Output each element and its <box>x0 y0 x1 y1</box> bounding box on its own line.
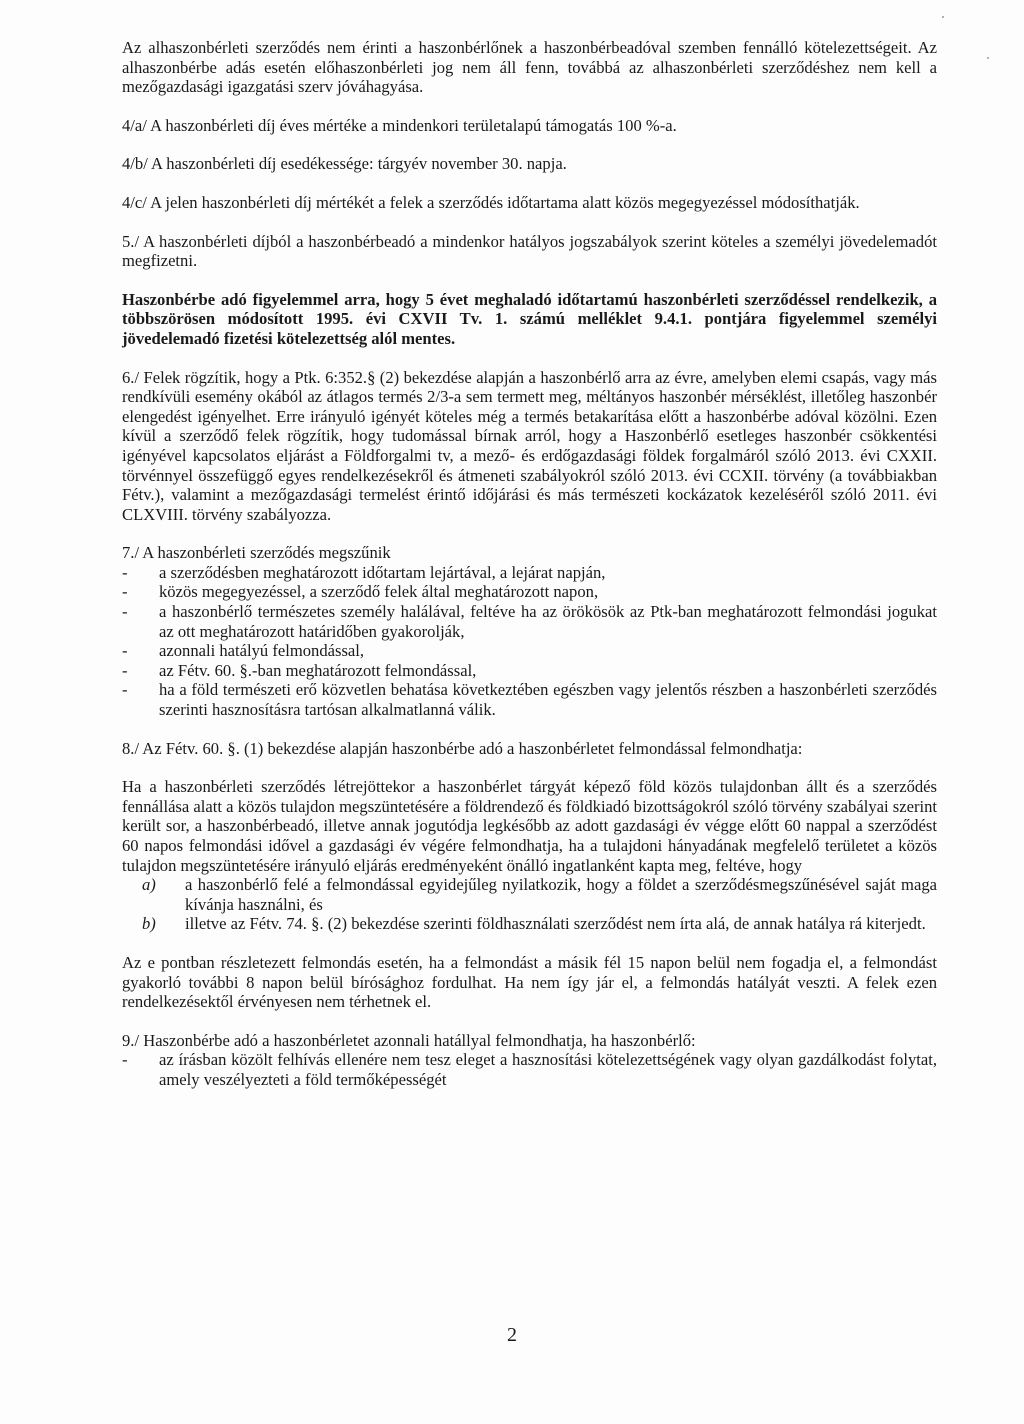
list-item <box>122 875 937 914</box>
paragraph-4b: 4/b/ A haszonbérleti díj esedékessége: tárgyév november 30. napja. <box>122 154 567 174</box>
paragraph-intro: Az alhaszonbérleti szerződés nem érinti a haszonbérlőnek a haszonbérbeadóval szemben fennálló kötelezettségeit. Az alhaszonbérbe adás esetén előhaszonbérleti jog nem áll fenn, továbbá az alhaszonbérleti szerződéshez nem kell a mezőgazdasági igazgatási szerv jóváhagyása. <box>122 38 937 97</box>
termination-list <box>122 563 937 720</box>
paragraph-5: 5./ A haszonbérleti díjból a haszonbérbeadó a mindenkor hatályos jogszabályok szerint köteles a személyi jövedelemadót megfizetni. <box>122 231 937 271</box>
paragraph-8-body: Ha a haszonbérleti szerződés létrejöttekor a haszonbérlet tárgyát képező föld közös tulajdonban állt és a szerződés fennállása alatt a közös tulajdon megszüntetésére a földrendező és földkiadó bizottságokról szóló törvény szabályai szerint került sor, a haszonbérbeadó, illetve annak jogutódja legkésőbb az adott gazdasági év végge előtt 60 nappal a szerződést 60 napos felmondási idővel a gazdasági év végére felmondhatja, ha a tulajdoni hányadának megfelelő területet a közös tulajdon megszüntetésére irányuló eljárás eredményeként önálló ingatlanként kapta meg, feltéve, hogy <box>122 777 937 875</box>
paragraph-6: 6./ Felek rögzítik, hogy a Ptk. 6:352.§ (2) bekezdése alapján a haszonbérlő arra az évre, amelyben elemi csapás, vagy más rendkívüli esemény okából az átlagos termés 2/3-a sem termett meg, méltányos haszonbér mérséklést, illetőleg haszonbér elengedést igényelhet. Erre irányuló igényét köteles még a termés betakarítása előtt a haszonbérbe adóval közölni. Ezen kívül a szerződő felek rögzítik, hogy tudomással bírnak arról, hogy a Haszonbérlő esetleges haszonbér csökkentési igényével kapcsolatos eljárást a Földforgalmi tv, a mező- és erdőgazdasági földek forgalmáról szóló 2013. évi CXXII. törvénnyel összefüggő egyes rendelkezésekről és átmeneti szabályokról szóló 2013. évi CCXII. törvény (a továbbiakban Fétv.), valamint a mezőgazdasági termelést érintő időjárási és más természeti kockázatok kezeléséről szóló 2011. évi CLXVIII. törvény szabályozza. <box>122 367 937 524</box>
immediate-termination-list <box>122 1050 937 1089</box>
list-item: - azonnali hatályú felmondással, <box>122 641 937 661</box>
list-item: - közös megegyezéssel, a szerződő felek által meghatározott napon, <box>122 582 937 602</box>
list-item <box>122 914 937 934</box>
paragraph-4a: 4/a/ A haszonbérleti díj éves mértéke a mindenkori területalapú támogatás 100 %-a. <box>122 115 677 135</box>
list-marker: b) <box>142 914 156 934</box>
paragraph-8-end: Az e pontban részletezett felmondás esetén, ha a felmondást a másik fél 15 napon belül nem fogadja el, a felmondást gyakorló további 8 napon belül bírósághoz fordulhat. Ha nem így jár el, a felmondás hatályát veszti. A felek ezen rendelkezésektől érvényesen nem térhetnek el. <box>122 952 937 1012</box>
paragraph-tax-exemption: Haszonbérbe adó figyelemmel arra, hogy 5 évet meghaladó időtartamú haszonbérleti szerződéssel rendelkezik, a többszörösen módosított 1995. évi CXVII Tv. 1. számú melléklet 9.4.1. pontjára figyelemmel személyi jövedelemadó fizetési kötelezettség alól mentes. <box>122 289 937 348</box>
list-marker: a) <box>142 875 156 895</box>
document-body <box>122 38 937 1090</box>
list-item: - az Fétv. 60. §.-ban meghatározott felmondással, <box>122 661 937 681</box>
list-item: - a szerződésben meghatározott időtartam lejártával, a lejárat napján, <box>122 563 937 583</box>
paragraph-7: 7./ A haszonbérleti szerződés megszűnik <box>122 543 391 563</box>
list-item: - az írásban közölt felhívás ellenére nem tesz eleget a hasznosítási kötelezettségének vagy olyan gazdálkodást folytat, amely veszélyezteti a föld termőképességét <box>122 1050 937 1089</box>
page-number: 2 <box>507 1324 517 1346</box>
list-item: - ha a föld természeti erő közvetlen behatása következtében egészben vagy jelentős részben a haszonbérleti szerződés szerinti hasznosításra tartósan alkalmatlanná válik. <box>122 680 937 719</box>
list-item-text: a haszonbérlő felé a felmondással egyidejűleg nyilatkozik, hogy a földet a szerződésmegszűnésével saját maga kívánja használni, és <box>185 875 937 914</box>
list-item: - a haszonbérlő természetes személy halálával, feltéve ha az örökösök az Ptk-ban meghatározott felmondási jogukat az ott meghatározott határidőben gyakorolják, <box>122 602 937 641</box>
paragraph-4c: 4/c/ A jelen haszonbérleti díj mértékét a felek a szerződés időtartama alatt közös megegyezéssel módosíthatják. <box>122 192 860 212</box>
list-item-text: illetve az Fétv. 74. §. (2) bekezdése szerinti földhasználati szerződést nem írta alá, de annak hatálya rá kiterjedt. <box>185 914 926 934</box>
conditions-list <box>122 875 937 934</box>
paragraph-8: 8./ Az Fétv. 60. §. (1) bekezdése alapján haszonbérbe adó a haszonbérletet felmondással felmondhatja: <box>122 738 803 758</box>
scan-speck <box>987 57 989 59</box>
scan-speck <box>942 16 944 18</box>
paragraph-9: 9./ Haszonbérbe adó a haszonbérletet azonnali hatállyal felmondhatja, ha haszonbérlő: <box>122 1030 696 1050</box>
